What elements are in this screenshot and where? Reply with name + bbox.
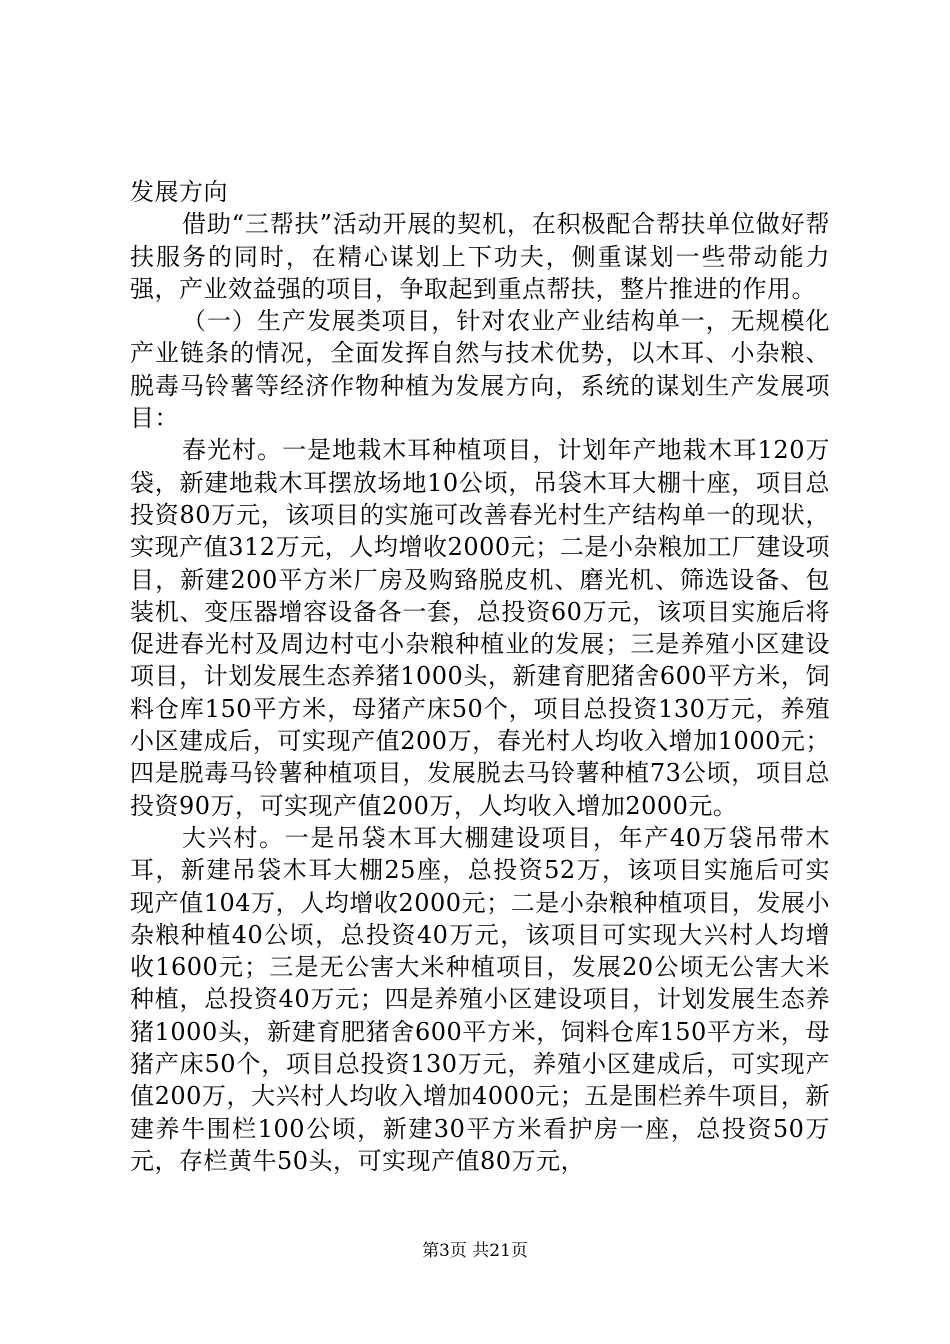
paragraph-chunguang-village: 春光村。一是地栽木耳种植项目，计划年产地栽木耳120万袋，新建地栽木耳摆放场地10公顷，吊袋木耳大棚十座，项目总投资80万元，该项目的实施可改善春光村生产结构单一的现状，实现产值312万元，人均增收2000元；二是小杂粮加工厂建设项目，新建200平方米厂房及购臵脱皮机、磨光机、筛选设备、包装机、变压器增容设备各一套，总投资60万元，该项目实施后将促进春光村及周边村屯小杂粮种植业的发展；三是养殖小区建设项目，计划发展生态养猪1000头，新建育肥猪舍600平方米，饲料仓库150平方米，母猪产床50个，项目总投资130万元，养殖小区建成后，可实现产值200万，春光村人均收入增加1000元；四是脱毒马铃薯种植项目，发展脱去马铃薯种植73公顷，项目总投资90万，可实现产值200万，人均收入增加2000元。 [130,436,830,820]
document-body [130,176,830,1177]
page-number-footer: 第3页 共21页 [422,1241,528,1261]
section-heading-fragment: 发展方向 [130,178,228,206]
paragraph-intro: 借助“三帮扶”活动开展的契机，在积极配合帮扶单位做好帮扶服务的同时，在精心谋划上下功夫，侧重谋划一些带动能力强，产业效益强的项目，争取起到重点帮扶，整片推进的作用。 [130,210,830,303]
paragraph-production-projects: （一）生产发展类项目，针对农业产业结构单一，无规模化产业链条的情况，全面发挥自然与技术优势，以木耳、小杂粮、脱毒马铃薯等经济作物种植为发展方向，系统的谋划生产发展项目： [130,307,830,433]
paragraph-daxing-village: 大兴村。一是吊袋木耳大棚建设项目，年产40万袋吊带木耳，新建吊袋木耳大棚25座，总投资52万，该项目实施后可实现产值104万，人均增收2000元；二是小杂粮种植项目，发展小杂粮种植40公顷，总投资40万元，该项目可实现大兴村人均增收1600元；三是无公害大米种植项目，发展20公顷无公害大米种植，总投资40万元；四是养殖小区建设项目，计划发展生态养猪1000头，新建育肥猪舍600平方米，饲料仓库150平方米，母猪产床50个，项目总投资130万元，养殖小区建成后，可实现产值200万，大兴村人均收入增加4000元；五是围栏养牛项目，新建养牛围栏100公顷，新建30平方米看护房一座，总投资50万元，存栏黄牛50头，可实现产值80万元， [130,823,830,1175]
